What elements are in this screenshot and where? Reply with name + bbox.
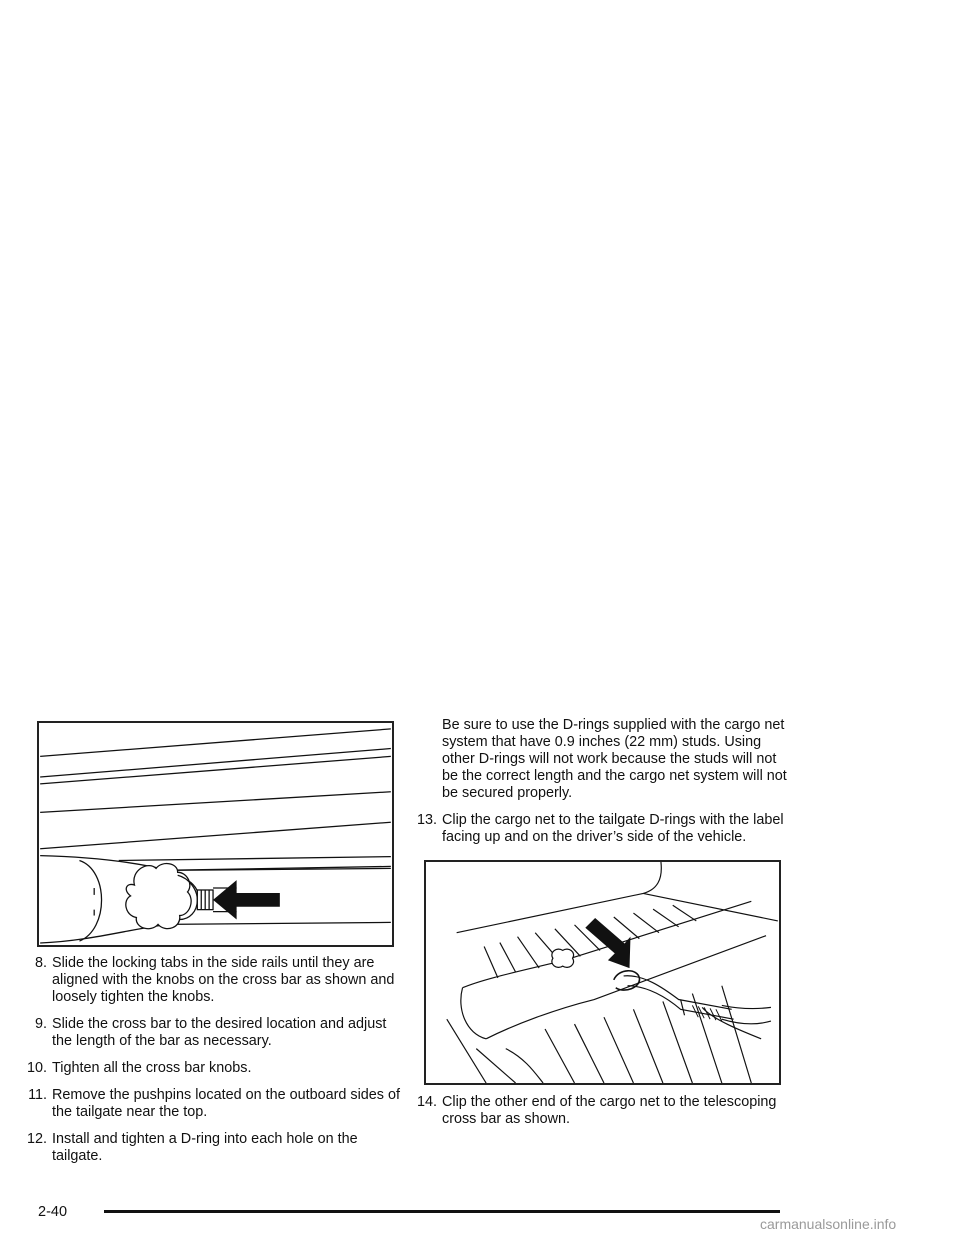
left-text-column <box>22 955 402 1175</box>
step-number: 10. <box>26 1060 47 1076</box>
right-text-column-bottom <box>412 1094 792 1138</box>
right-text-column <box>412 717 792 856</box>
step-number: 12. <box>26 1131 47 1147</box>
step-number: 8. <box>34 955 47 971</box>
step-number: 13. <box>416 812 437 828</box>
step-text: Install and tighten a D-ring into each hole on the tailgate. <box>52 1131 358 1164</box>
step-14 <box>412 1094 792 1128</box>
step-8 <box>22 955 402 1006</box>
step-text: Slide the locking tabs in the side rails until they are aligned with the knobs on the cross bar as shown and loosely tighten the knobs. <box>52 955 395 1005</box>
step-text: Clip the cargo net to the tailgate D-rings with the label facing up and on the driver’s side of the vehicle. <box>442 812 784 845</box>
step-11 <box>22 1087 402 1121</box>
cargo-net-clip-drawing <box>426 862 779 1083</box>
watermark: carmanualsonline.info <box>760 1216 897 1232</box>
step-10 <box>22 1060 402 1077</box>
step-text: Clip the other end of the cargo net to the telescoping cross bar as shown. <box>442 1094 777 1127</box>
step-text: Tighten all the cross bar knobs. <box>52 1060 252 1076</box>
page-number: 2-40 <box>38 1204 68 1220</box>
cargo-net-clip-illustration <box>424 860 781 1085</box>
cross-bar-knob-illustration <box>37 721 394 947</box>
step-text: Remove the pushpins located on the outboard sides of the tailgate near the top. <box>52 1087 401 1120</box>
step-13 <box>412 812 792 846</box>
footer-rule <box>104 1210 780 1213</box>
step-9 <box>22 1016 402 1050</box>
step-number: 9. <box>34 1016 47 1032</box>
step-number: 11. <box>28 1087 47 1103</box>
step-text: Slide the cross bar to the desired location and adjust the length of the bar as necessary. <box>52 1016 387 1049</box>
d-ring-note: Be sure to use the D-rings supplied with the cargo net system that have 0.9 inches (22 mm) studs. Using other D-rings will not work because the studs will not be the correct length and the cargo net system will not be secured properly. <box>442 717 787 801</box>
step-12 <box>22 1131 402 1165</box>
cross-bar-knob-drawing <box>39 723 392 945</box>
step-number: 14. <box>416 1094 437 1110</box>
